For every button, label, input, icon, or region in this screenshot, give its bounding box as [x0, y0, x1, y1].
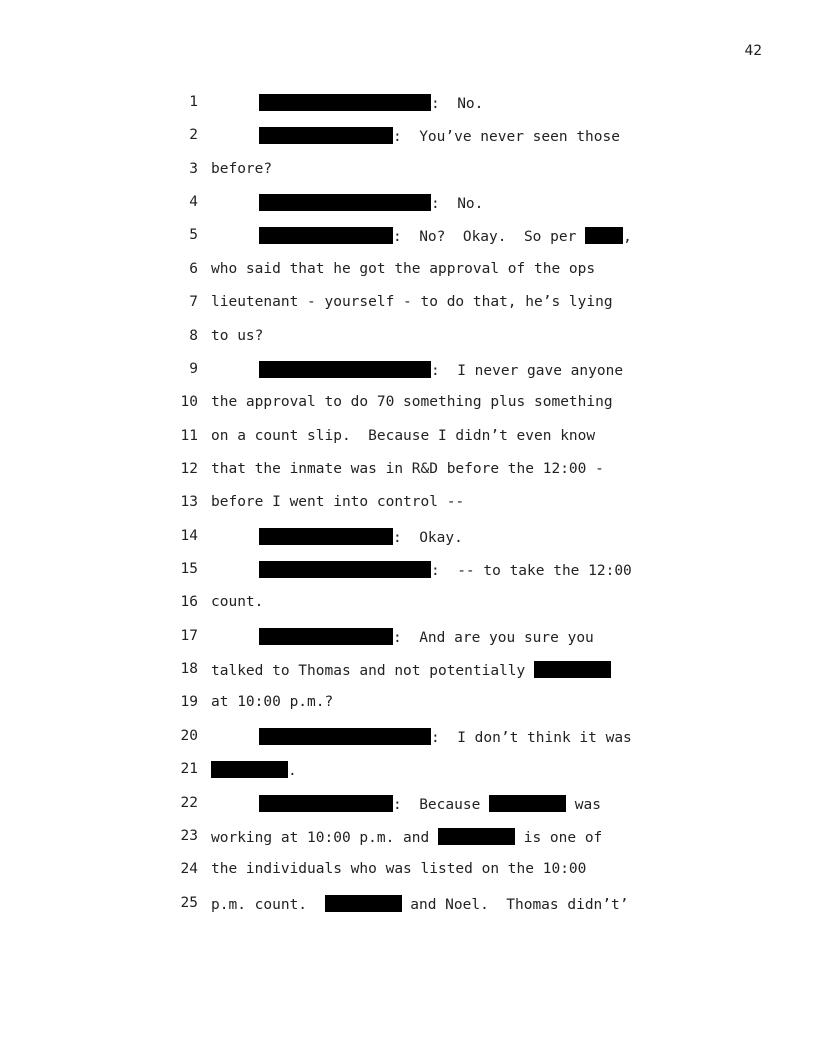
transcript-line	[0, 225, 816, 258]
line-text-main: : No? Okay. So per	[393, 229, 586, 246]
line-text-tail: was	[566, 796, 601, 813]
transcript-line	[0, 259, 816, 292]
redaction-box	[259, 561, 431, 578]
transcript-line	[0, 592, 816, 625]
line-text-main: .	[288, 763, 297, 780]
line-number: 13	[180, 494, 198, 511]
line-text	[211, 261, 595, 277]
line-text-pre: at 10:00 p.m.?	[211, 694, 334, 711]
transcript-line	[0, 826, 816, 859]
line-text-main: : Okay.	[393, 529, 463, 546]
line-text	[211, 127, 620, 145]
line-number: 15	[180, 561, 198, 578]
line-text	[211, 761, 297, 779]
line-text	[211, 728, 632, 746]
transcript-line	[0, 192, 816, 225]
line-text-pre: that the inmate was in R&D before the 12:00 -	[211, 460, 604, 477]
line-number: 16	[180, 594, 198, 611]
redaction-box	[259, 361, 431, 378]
transcript	[0, 92, 816, 926]
line-number: 2	[189, 127, 198, 144]
line-text-pre: to us?	[211, 327, 264, 344]
transcript-line	[0, 793, 816, 826]
transcript-line	[0, 893, 816, 926]
line-text-main: : And are you sure you	[393, 629, 594, 646]
line-number: 9	[189, 360, 198, 377]
line-text-main: : -- to take the 12:00	[431, 563, 632, 580]
transcript-line	[0, 92, 816, 125]
line-number: 22	[180, 794, 198, 811]
redaction-box	[585, 227, 623, 244]
line-text-main: : You’ve never seen those	[393, 129, 620, 146]
line-text-pre: the approval to do 70 something plus something	[211, 394, 613, 411]
transcript-line	[0, 426, 816, 459]
line-number: 8	[189, 327, 198, 344]
transcript-line	[0, 526, 816, 559]
line-text-pre: who said that he got the approval of the ops	[211, 260, 596, 277]
redaction-box	[259, 728, 431, 745]
line-text	[211, 828, 602, 846]
line-text-pre: before I went into control --	[211, 494, 465, 511]
line-text	[211, 394, 613, 410]
line-number: 18	[180, 661, 198, 678]
transcript-line	[0, 859, 816, 892]
redaction-box	[259, 227, 393, 244]
line-number: 6	[189, 260, 198, 277]
line-number: 20	[180, 727, 198, 744]
redaction-box	[259, 127, 393, 144]
line-text	[211, 494, 464, 510]
line-number: 11	[180, 427, 198, 444]
line-text	[211, 628, 594, 646]
line-number: 17	[180, 627, 198, 644]
line-text	[211, 461, 604, 477]
line-number: 23	[180, 827, 198, 844]
redaction-box	[211, 761, 288, 778]
transcript-line	[0, 692, 816, 725]
line-text-pre: before?	[211, 160, 273, 177]
line-text	[211, 528, 463, 546]
line-text-pre: on a count slip. Because I didn’t even know	[211, 427, 596, 444]
line-text	[211, 795, 601, 813]
line-number: 21	[180, 761, 198, 778]
redaction-box	[259, 94, 431, 111]
line-text-pre: the individuals who was listed on the 10:00	[211, 861, 587, 878]
transcript-line	[0, 626, 816, 659]
transcript-line	[0, 359, 816, 392]
line-text	[211, 161, 272, 177]
line-text	[211, 861, 586, 877]
transcript-line	[0, 159, 816, 192]
line-number: 10	[180, 394, 198, 411]
redaction-box	[489, 795, 566, 812]
line-text-pre: working at 10:00 p.m. and	[211, 829, 438, 846]
line-text-main: : I don’t think it was	[431, 729, 632, 746]
line-text-main: is one of	[514, 829, 603, 846]
line-text-pre: talked to Thomas and not potentially	[211, 663, 535, 680]
transcript-line	[0, 759, 816, 792]
page-number: 42	[744, 43, 762, 59]
transcript-line	[0, 459, 816, 492]
line-text	[211, 194, 483, 212]
line-text	[211, 594, 263, 610]
redaction-box	[325, 895, 402, 912]
line-text	[211, 227, 632, 245]
line-number: 7	[189, 294, 198, 311]
line-number: 3	[189, 160, 198, 177]
redaction-box	[259, 795, 393, 812]
transcript-line	[0, 326, 816, 359]
line-text-pre: lieutenant - yourself - to do that, he’s lying	[211, 294, 613, 311]
line-text	[211, 694, 333, 710]
line-number: 24	[180, 861, 198, 878]
transcript-line	[0, 559, 816, 592]
line-number: 4	[189, 194, 198, 211]
transcript-line	[0, 726, 816, 759]
transcript-line	[0, 392, 816, 425]
line-text	[211, 361, 623, 379]
line-text-main: and Noel. Thomas didn’t’	[401, 896, 629, 913]
line-text-tail: ,	[623, 229, 632, 246]
line-number: 14	[180, 527, 198, 544]
line-text	[211, 561, 632, 579]
line-text-main: : Because	[393, 796, 490, 813]
line-number: 25	[180, 894, 198, 911]
redaction-box	[534, 661, 611, 678]
transcript-line	[0, 292, 816, 325]
line-text	[211, 294, 613, 310]
redaction-box	[259, 194, 431, 211]
line-number: 5	[189, 227, 198, 244]
redaction-box	[259, 628, 393, 645]
redaction-box	[438, 828, 515, 845]
transcript-line	[0, 125, 816, 158]
line-text-main: : No.	[431, 96, 484, 112]
line-text-pre: p.m. count.	[211, 896, 325, 913]
line-text-main: : No.	[431, 196, 484, 213]
transcript-line	[0, 659, 816, 692]
line-text	[211, 428, 595, 444]
line-text-main: : I never gave anyone	[431, 362, 624, 379]
line-number: 12	[180, 460, 198, 477]
line-text	[211, 895, 628, 913]
transcript-line	[0, 492, 816, 525]
line-text	[211, 94, 483, 112]
line-text-pre: count.	[211, 594, 264, 611]
line-text	[211, 661, 611, 679]
line-text	[211, 328, 263, 344]
line-number: 1	[189, 94, 198, 110]
line-number: 19	[180, 694, 198, 711]
redaction-box	[259, 528, 393, 545]
